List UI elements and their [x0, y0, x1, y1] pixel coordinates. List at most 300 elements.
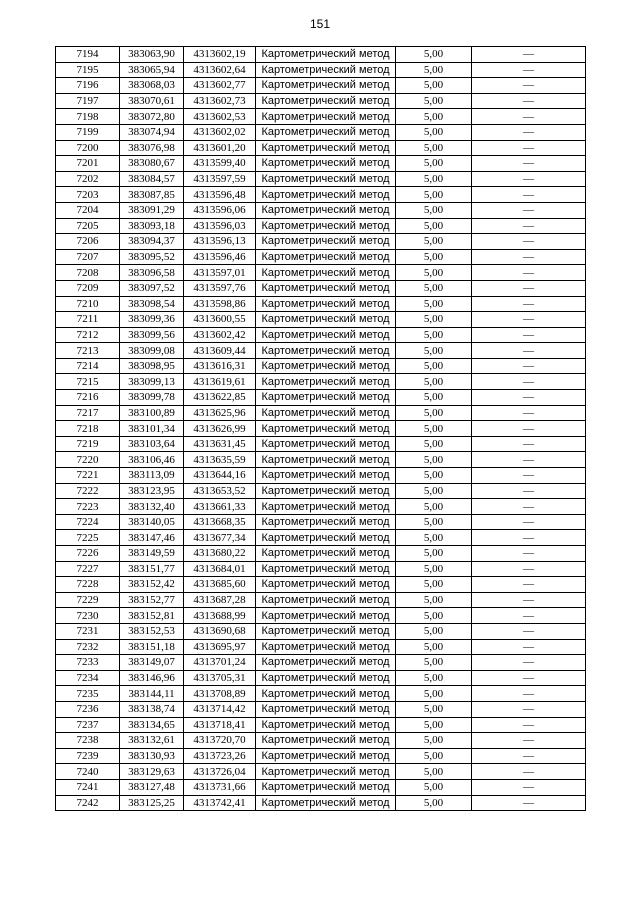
y-coordinate-cell: 4313661,33	[184, 499, 256, 515]
point-number-cell: 7199	[56, 124, 120, 140]
y-coordinate-cell: 4313598,86	[184, 296, 256, 312]
accuracy-cell: 5,00	[396, 608, 472, 624]
description-cell: —	[472, 358, 586, 374]
point-number-cell: 7194	[56, 47, 120, 63]
accuracy-cell: 5,00	[396, 795, 472, 811]
accuracy-cell: 5,00	[396, 78, 472, 94]
y-coordinate-cell: 4313602,73	[184, 93, 256, 109]
table-row	[56, 327, 586, 343]
table-row	[56, 421, 586, 437]
coordinates-table-body	[56, 47, 586, 811]
point-number-cell: 7205	[56, 218, 120, 234]
method-cell: Картометрический метод	[256, 499, 396, 515]
table-row	[56, 530, 586, 546]
y-coordinate-cell: 4313601,20	[184, 140, 256, 156]
accuracy-cell: 5,00	[396, 686, 472, 702]
x-coordinate-cell: 383106,46	[120, 452, 184, 468]
method-cell: Картометрический метод	[256, 234, 396, 250]
accuracy-cell: 5,00	[396, 405, 472, 421]
point-number-cell: 7238	[56, 733, 120, 749]
accuracy-cell: 5,00	[396, 483, 472, 499]
description-cell: —	[472, 639, 586, 655]
table-row	[56, 280, 586, 296]
table-row	[56, 234, 586, 250]
y-coordinate-cell: 4313687,28	[184, 592, 256, 608]
table-row	[56, 623, 586, 639]
method-cell: Картометрический метод	[256, 343, 396, 359]
y-coordinate-cell: 4313714,42	[184, 701, 256, 717]
y-coordinate-cell: 4313685,60	[184, 577, 256, 593]
method-cell: Картометрический метод	[256, 592, 396, 608]
method-cell: Картометрический метод	[256, 421, 396, 437]
x-coordinate-cell: 383132,61	[120, 733, 184, 749]
y-coordinate-cell: 4313596,46	[184, 249, 256, 265]
method-cell: Картометрический метод	[256, 608, 396, 624]
point-number-cell: 7241	[56, 779, 120, 795]
accuracy-cell: 5,00	[396, 374, 472, 390]
accuracy-cell: 5,00	[396, 592, 472, 608]
accuracy-cell: 5,00	[396, 514, 472, 530]
x-coordinate-cell: 383123,95	[120, 483, 184, 499]
x-coordinate-cell: 383063,90	[120, 47, 184, 63]
point-number-cell: 7228	[56, 577, 120, 593]
method-cell: Картометрический метод	[256, 312, 396, 328]
accuracy-cell: 5,00	[396, 124, 472, 140]
description-cell: —	[472, 546, 586, 562]
point-number-cell: 7224	[56, 514, 120, 530]
table-row	[56, 717, 586, 733]
description-cell: —	[472, 779, 586, 795]
table-row	[56, 202, 586, 218]
method-cell: Картометрический метод	[256, 280, 396, 296]
point-number-cell: 7242	[56, 795, 120, 811]
method-cell: Картометрический метод	[256, 109, 396, 125]
description-cell: —	[472, 374, 586, 390]
y-coordinate-cell: 4313644,16	[184, 468, 256, 484]
method-cell: Картометрический метод	[256, 655, 396, 671]
point-number-cell: 7214	[56, 358, 120, 374]
y-coordinate-cell: 4313684,01	[184, 561, 256, 577]
x-coordinate-cell: 383151,77	[120, 561, 184, 577]
x-coordinate-cell: 383091,29	[120, 202, 184, 218]
table-row	[56, 218, 586, 234]
method-cell: Картометрический метод	[256, 452, 396, 468]
method-cell: Картометрический метод	[256, 265, 396, 281]
table-row	[56, 514, 586, 530]
page-number: 151	[309, 17, 331, 31]
x-coordinate-cell: 383152,81	[120, 608, 184, 624]
accuracy-cell: 5,00	[396, 733, 472, 749]
accuracy-cell: 5,00	[396, 140, 472, 156]
y-coordinate-cell: 4313653,52	[184, 483, 256, 499]
accuracy-cell: 5,00	[396, 62, 472, 78]
x-coordinate-cell: 383152,53	[120, 623, 184, 639]
description-cell: —	[472, 171, 586, 187]
accuracy-cell: 5,00	[396, 109, 472, 125]
description-cell: —	[472, 202, 586, 218]
x-coordinate-cell: 383127,48	[120, 779, 184, 795]
method-cell: Картометрический метод	[256, 47, 396, 63]
point-number-cell: 7201	[56, 156, 120, 172]
point-number-cell: 7195	[56, 62, 120, 78]
method-cell: Картометрический метод	[256, 717, 396, 733]
y-coordinate-cell: 4313731,66	[184, 779, 256, 795]
method-cell: Картометрический метод	[256, 218, 396, 234]
method-cell: Картометрический метод	[256, 733, 396, 749]
table-row	[56, 109, 586, 125]
point-number-cell: 7215	[56, 374, 120, 390]
description-cell: —	[472, 234, 586, 250]
point-number-cell: 7231	[56, 623, 120, 639]
description-cell: —	[472, 452, 586, 468]
accuracy-cell: 5,00	[396, 296, 472, 312]
x-coordinate-cell: 383068,03	[120, 78, 184, 94]
description-cell: —	[472, 483, 586, 499]
x-coordinate-cell: 383070,61	[120, 93, 184, 109]
y-coordinate-cell: 4313596,48	[184, 187, 256, 203]
description-cell: —	[472, 218, 586, 234]
table-row	[56, 779, 586, 795]
table-row	[56, 140, 586, 156]
description-cell: —	[472, 717, 586, 733]
y-coordinate-cell: 4313631,45	[184, 436, 256, 452]
method-cell: Картометрический метод	[256, 577, 396, 593]
y-coordinate-cell: 4313602,77	[184, 78, 256, 94]
description-cell: —	[472, 733, 586, 749]
point-number-cell: 7198	[56, 109, 120, 125]
point-number-cell: 7218	[56, 421, 120, 437]
table-row	[56, 483, 586, 499]
x-coordinate-cell: 383140,05	[120, 514, 184, 530]
point-number-cell: 7219	[56, 436, 120, 452]
point-number-cell: 7234	[56, 670, 120, 686]
table-row	[56, 62, 586, 78]
accuracy-cell: 5,00	[396, 249, 472, 265]
point-number-cell: 7202	[56, 171, 120, 187]
table-row	[56, 405, 586, 421]
y-coordinate-cell: 4313677,34	[184, 530, 256, 546]
y-coordinate-cell: 4313602,19	[184, 47, 256, 63]
table-row	[56, 312, 586, 328]
point-number-cell: 7209	[56, 280, 120, 296]
table-row	[56, 546, 586, 562]
table-row	[56, 655, 586, 671]
y-coordinate-cell: 4313602,42	[184, 327, 256, 343]
coordinates-table	[55, 46, 586, 811]
table-row	[56, 358, 586, 374]
x-coordinate-cell: 383065,94	[120, 62, 184, 78]
description-cell: —	[472, 764, 586, 780]
description-cell: —	[472, 405, 586, 421]
method-cell: Картометрический метод	[256, 514, 396, 530]
description-cell: —	[472, 701, 586, 717]
method-cell: Картометрический метод	[256, 156, 396, 172]
method-cell: Картометрический метод	[256, 140, 396, 156]
table-row	[56, 47, 586, 63]
point-number-cell: 7222	[56, 483, 120, 499]
description-cell: —	[472, 280, 586, 296]
description-cell: —	[472, 249, 586, 265]
description-cell: —	[472, 686, 586, 702]
y-coordinate-cell: 4313597,59	[184, 171, 256, 187]
accuracy-cell: 5,00	[396, 171, 472, 187]
x-coordinate-cell: 383076,98	[120, 140, 184, 156]
point-number-cell: 7240	[56, 764, 120, 780]
method-cell: Картометрический метод	[256, 249, 396, 265]
y-coordinate-cell: 4313742,41	[184, 795, 256, 811]
table-row	[56, 156, 586, 172]
description-cell: —	[472, 47, 586, 63]
y-coordinate-cell: 4313609,44	[184, 343, 256, 359]
y-coordinate-cell: 4313622,85	[184, 390, 256, 406]
accuracy-cell: 5,00	[396, 265, 472, 281]
accuracy-cell: 5,00	[396, 655, 472, 671]
method-cell: Картометрический метод	[256, 530, 396, 546]
table-row	[56, 577, 586, 593]
y-coordinate-cell: 4313626,99	[184, 421, 256, 437]
method-cell: Картометрический метод	[256, 795, 396, 811]
accuracy-cell: 5,00	[396, 202, 472, 218]
accuracy-cell: 5,00	[396, 421, 472, 437]
description-cell: —	[472, 561, 586, 577]
table-row	[56, 249, 586, 265]
x-coordinate-cell: 383149,07	[120, 655, 184, 671]
method-cell: Картометрический метод	[256, 124, 396, 140]
accuracy-cell: 5,00	[396, 218, 472, 234]
description-cell: —	[472, 592, 586, 608]
table-row	[56, 452, 586, 468]
x-coordinate-cell: 383146,96	[120, 670, 184, 686]
description-cell: —	[472, 296, 586, 312]
accuracy-cell: 5,00	[396, 764, 472, 780]
table-row	[56, 764, 586, 780]
method-cell: Картометрический метод	[256, 701, 396, 717]
x-coordinate-cell: 383130,93	[120, 748, 184, 764]
x-coordinate-cell: 383097,52	[120, 280, 184, 296]
x-coordinate-cell: 383099,13	[120, 374, 184, 390]
method-cell: Картометрический метод	[256, 779, 396, 795]
accuracy-cell: 5,00	[396, 717, 472, 733]
method-cell: Картометрический метод	[256, 748, 396, 764]
y-coordinate-cell: 4313690,68	[184, 623, 256, 639]
accuracy-cell: 5,00	[396, 280, 472, 296]
y-coordinate-cell: 4313616,31	[184, 358, 256, 374]
point-number-cell: 7213	[56, 343, 120, 359]
table-row	[56, 124, 586, 140]
point-number-cell: 7229	[56, 592, 120, 608]
y-coordinate-cell: 4313680,22	[184, 546, 256, 562]
x-coordinate-cell: 383134,65	[120, 717, 184, 733]
method-cell: Картометрический метод	[256, 639, 396, 655]
accuracy-cell: 5,00	[396, 623, 472, 639]
description-cell: —	[472, 436, 586, 452]
accuracy-cell: 5,00	[396, 93, 472, 109]
description-cell: —	[472, 327, 586, 343]
description-cell: —	[472, 265, 586, 281]
method-cell: Картометрический метод	[256, 327, 396, 343]
x-coordinate-cell: 383125,25	[120, 795, 184, 811]
x-coordinate-cell: 383132,40	[120, 499, 184, 515]
x-coordinate-cell: 383087,85	[120, 187, 184, 203]
x-coordinate-cell: 383144,11	[120, 686, 184, 702]
method-cell: Картометрический метод	[256, 296, 396, 312]
description-cell: —	[472, 499, 586, 515]
description-cell: —	[472, 748, 586, 764]
method-cell: Картометрический метод	[256, 374, 396, 390]
y-coordinate-cell: 4313635,59	[184, 452, 256, 468]
table-row	[56, 561, 586, 577]
table-row	[56, 733, 586, 749]
accuracy-cell: 5,00	[396, 358, 472, 374]
y-coordinate-cell: 4313602,64	[184, 62, 256, 78]
accuracy-cell: 5,00	[396, 452, 472, 468]
x-coordinate-cell: 383152,42	[120, 577, 184, 593]
table-row	[56, 670, 586, 686]
description-cell: —	[472, 62, 586, 78]
y-coordinate-cell: 4313708,89	[184, 686, 256, 702]
x-coordinate-cell: 383074,94	[120, 124, 184, 140]
point-number-cell: 7237	[56, 717, 120, 733]
point-number-cell: 7212	[56, 327, 120, 343]
method-cell: Картометрический метод	[256, 93, 396, 109]
accuracy-cell: 5,00	[396, 499, 472, 515]
x-coordinate-cell: 383138,74	[120, 701, 184, 717]
method-cell: Картометрический метод	[256, 171, 396, 187]
description-cell: —	[472, 156, 586, 172]
point-number-cell: 7208	[56, 265, 120, 281]
description-cell: —	[472, 655, 586, 671]
method-cell: Картометрический метод	[256, 546, 396, 562]
accuracy-cell: 5,00	[396, 561, 472, 577]
y-coordinate-cell: 4313688,99	[184, 608, 256, 624]
point-number-cell: 7217	[56, 405, 120, 421]
point-number-cell: 7204	[56, 202, 120, 218]
accuracy-cell: 5,00	[396, 670, 472, 686]
point-number-cell: 7239	[56, 748, 120, 764]
point-number-cell: 7227	[56, 561, 120, 577]
point-number-cell: 7225	[56, 530, 120, 546]
method-cell: Картометрический метод	[256, 686, 396, 702]
y-coordinate-cell: 4313695,97	[184, 639, 256, 655]
description-cell: —	[472, 140, 586, 156]
accuracy-cell: 5,00	[396, 327, 472, 343]
method-cell: Картометрический метод	[256, 764, 396, 780]
table-row	[56, 436, 586, 452]
description-cell: —	[472, 187, 586, 203]
table-row	[56, 390, 586, 406]
table-row	[56, 748, 586, 764]
method-cell: Картометрический метод	[256, 405, 396, 421]
point-number-cell: 7230	[56, 608, 120, 624]
method-cell: Картометрический метод	[256, 358, 396, 374]
x-coordinate-cell: 383101,34	[120, 421, 184, 437]
description-cell: —	[472, 468, 586, 484]
accuracy-cell: 5,00	[396, 546, 472, 562]
y-coordinate-cell: 4313600,55	[184, 312, 256, 328]
table-row	[56, 795, 586, 811]
y-coordinate-cell: 4313602,53	[184, 109, 256, 125]
y-coordinate-cell: 4313705,31	[184, 670, 256, 686]
x-coordinate-cell: 383098,95	[120, 358, 184, 374]
method-cell: Картометрический метод	[256, 670, 396, 686]
point-number-cell: 7223	[56, 499, 120, 515]
description-cell: —	[472, 795, 586, 811]
table-row	[56, 343, 586, 359]
accuracy-cell: 5,00	[396, 156, 472, 172]
x-coordinate-cell: 383093,18	[120, 218, 184, 234]
method-cell: Картометрический метод	[256, 436, 396, 452]
x-coordinate-cell: 383095,52	[120, 249, 184, 265]
point-number-cell: 7221	[56, 468, 120, 484]
description-cell: —	[472, 312, 586, 328]
point-number-cell: 7206	[56, 234, 120, 250]
description-cell: —	[472, 78, 586, 94]
x-coordinate-cell: 383096,58	[120, 265, 184, 281]
accuracy-cell: 5,00	[396, 234, 472, 250]
description-cell: —	[472, 93, 586, 109]
y-coordinate-cell: 4313726,04	[184, 764, 256, 780]
accuracy-cell: 5,00	[396, 779, 472, 795]
x-coordinate-cell: 383099,78	[120, 390, 184, 406]
y-coordinate-cell: 4313596,03	[184, 218, 256, 234]
description-cell: —	[472, 421, 586, 437]
x-coordinate-cell: 383149,59	[120, 546, 184, 562]
x-coordinate-cell: 383099,56	[120, 327, 184, 343]
y-coordinate-cell: 4313596,13	[184, 234, 256, 250]
method-cell: Картометрический метод	[256, 78, 396, 94]
x-coordinate-cell: 383098,54	[120, 296, 184, 312]
x-coordinate-cell: 383100,89	[120, 405, 184, 421]
accuracy-cell: 5,00	[396, 577, 472, 593]
table-row	[56, 639, 586, 655]
method-cell: Картометрический метод	[256, 202, 396, 218]
y-coordinate-cell: 4313720,70	[184, 733, 256, 749]
accuracy-cell: 5,00	[396, 187, 472, 203]
table-row	[56, 686, 586, 702]
x-coordinate-cell: 383113,09	[120, 468, 184, 484]
x-coordinate-cell: 383099,36	[120, 312, 184, 328]
table-row	[56, 187, 586, 203]
table-row	[56, 296, 586, 312]
accuracy-cell: 5,00	[396, 343, 472, 359]
point-number-cell: 7216	[56, 390, 120, 406]
x-coordinate-cell: 383103,64	[120, 436, 184, 452]
description-cell: —	[472, 608, 586, 624]
point-number-cell: 7235	[56, 686, 120, 702]
y-coordinate-cell: 4313723,26	[184, 748, 256, 764]
description-cell: —	[472, 577, 586, 593]
description-cell: —	[472, 109, 586, 125]
accuracy-cell: 5,00	[396, 701, 472, 717]
x-coordinate-cell: 383094,37	[120, 234, 184, 250]
y-coordinate-cell: 4313599,40	[184, 156, 256, 172]
y-coordinate-cell: 4313668,35	[184, 514, 256, 530]
method-cell: Картометрический метод	[256, 623, 396, 639]
accuracy-cell: 5,00	[396, 436, 472, 452]
x-coordinate-cell: 383072,80	[120, 109, 184, 125]
point-number-cell: 7210	[56, 296, 120, 312]
point-number-cell: 7196	[56, 78, 120, 94]
table-row	[56, 608, 586, 624]
y-coordinate-cell: 4313597,01	[184, 265, 256, 281]
method-cell: Картометрический метод	[256, 483, 396, 499]
y-coordinate-cell: 4313701,24	[184, 655, 256, 671]
table-row	[56, 93, 586, 109]
description-cell: —	[472, 343, 586, 359]
table-row	[56, 468, 586, 484]
method-cell: Картометрический метод	[256, 561, 396, 577]
y-coordinate-cell: 4313625,96	[184, 405, 256, 421]
